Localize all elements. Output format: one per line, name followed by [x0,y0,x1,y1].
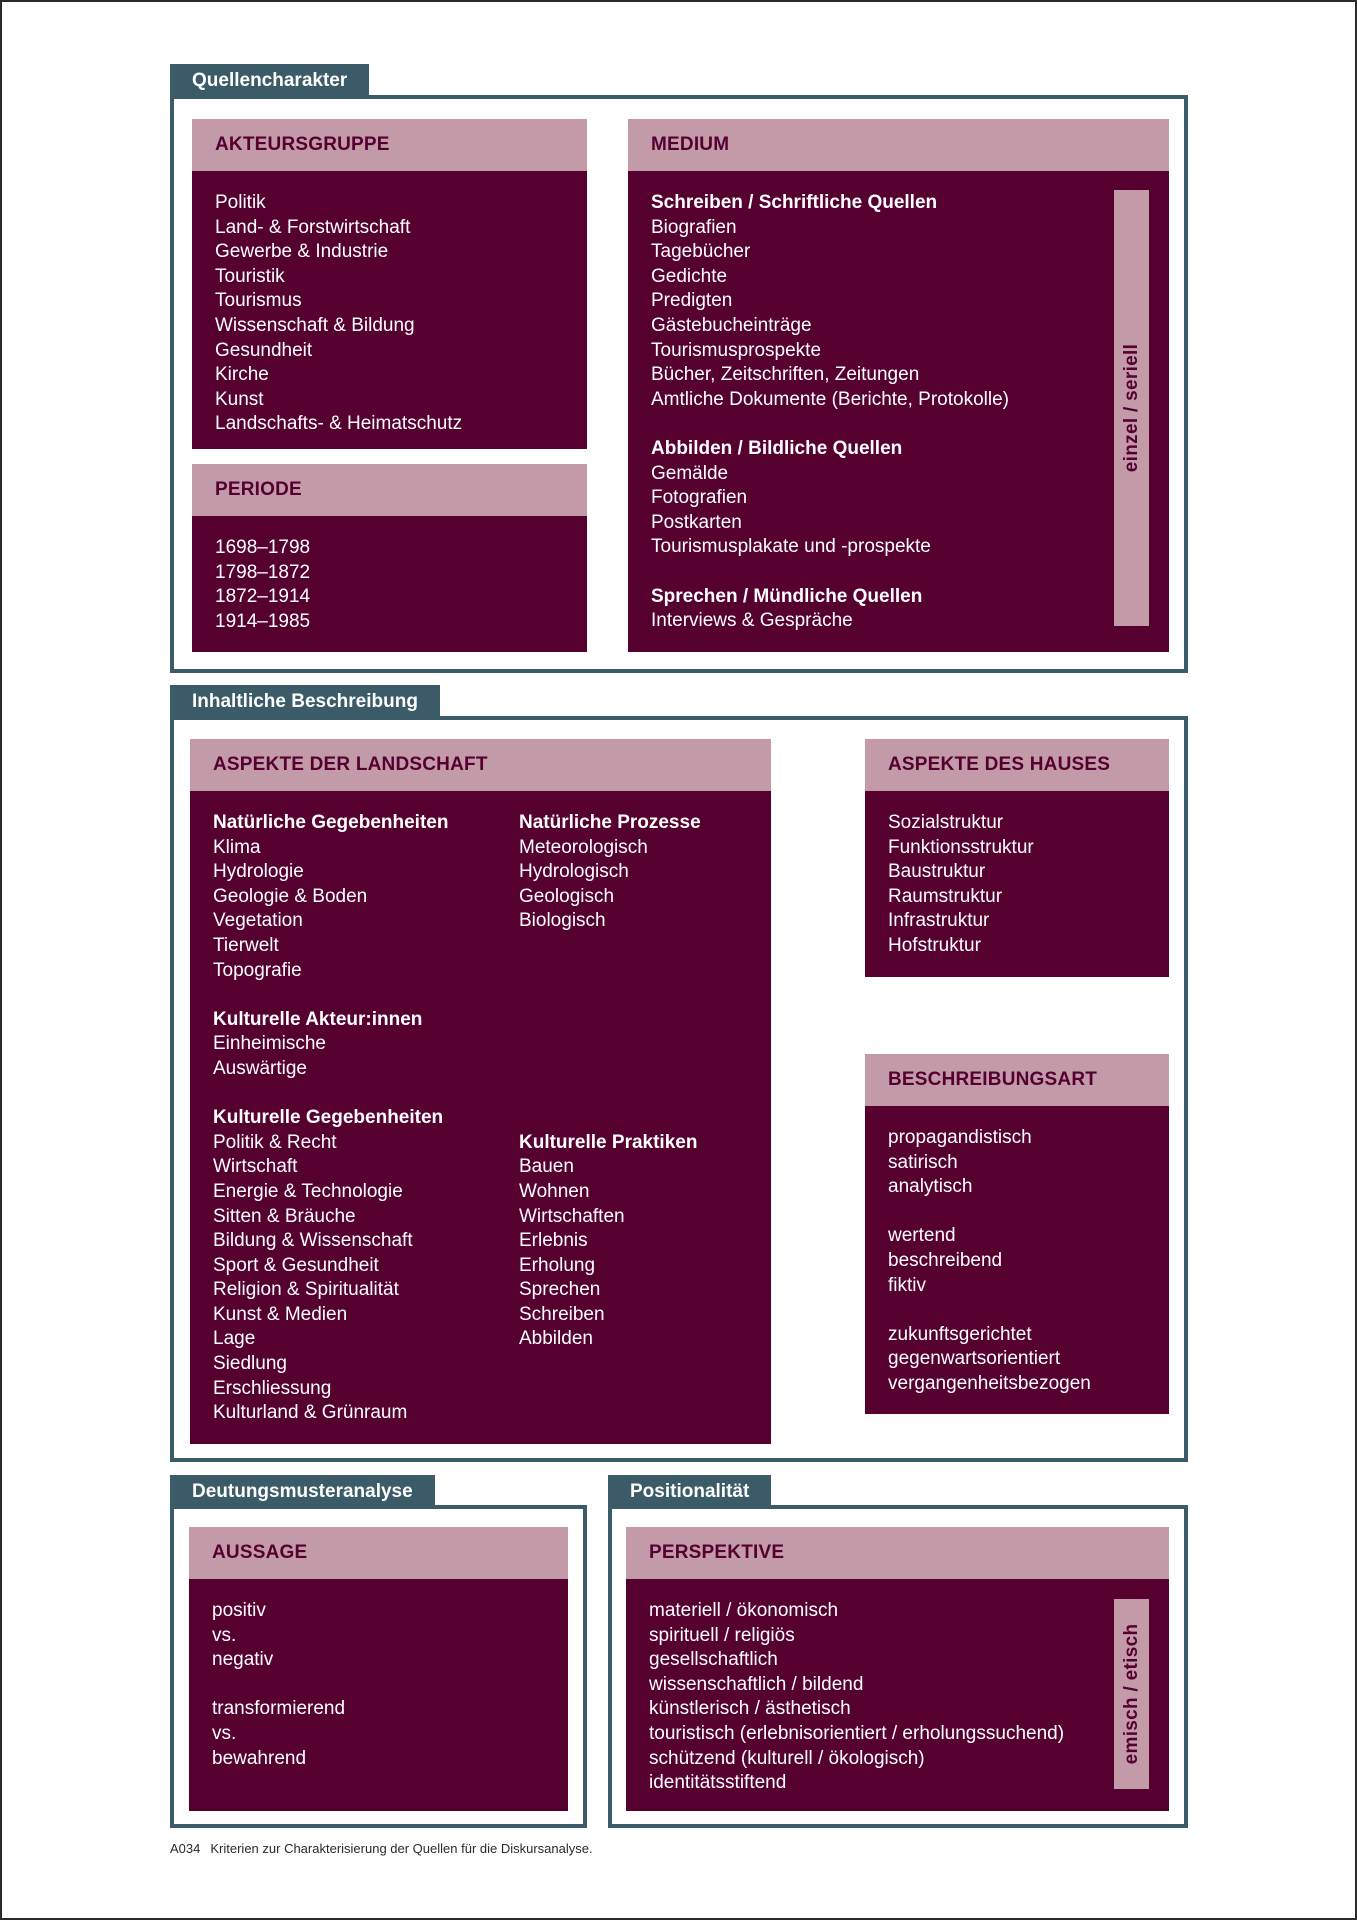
list-item: Interviews & Gespräche [651,610,853,632]
list-item: Kulturland & Grünraum [213,1402,408,1424]
list-item: Predigten [651,290,733,312]
periode-title: PERIODE [192,464,587,516]
inhaltliche-tab: Inhaltliche Beschreibung [170,685,440,719]
list-item: Kunst [215,388,264,410]
list-item: Bauen [519,1156,574,1178]
list-item: Raumstruktur [888,885,1003,907]
list-item: Religion & Spiritualität [213,1279,399,1301]
list-item: Hydrologisch [519,861,629,883]
group-heading: Sprechen / Mündliche Quellen [651,585,923,607]
perspektive-sidebar [1114,1599,1149,1789]
list-item: Erholung [519,1254,596,1276]
list-item: positiv [212,1600,266,1621]
list-item: Funktionsstruktur [888,836,1034,858]
list-item: identitätsstiftend [649,1772,787,1794]
list-item: vergangenheitsbezogen [888,1372,1091,1394]
list-item: gegenwartsorientiert [888,1348,1061,1370]
list-item: Klima [213,836,261,858]
beschreibungsart-list [865,1106,1169,1397]
list-item: zukunftsgerichtet [888,1323,1032,1345]
list-item: Sprechen [519,1279,601,1301]
list-item: Schreiben [519,1303,605,1325]
list-item: satirisch [888,1151,958,1173]
list-item: Auswärtige [213,1057,307,1079]
medium-list [628,171,1169,634]
periode-box [192,464,587,652]
list-item: touristisch (erlebnisorientiert / erholungssuchend) [649,1722,1065,1744]
list-item: Wohnen [519,1180,590,1202]
list-item: 1698–1798 [215,537,311,558]
list-item: 1914–1985 [215,610,311,632]
list-item: Energie & Technologie [213,1180,403,1202]
beschreibungsart-title: BESCHREIBUNGSART [865,1054,1169,1106]
list-item: Tourismusprospekte [651,339,822,361]
list-item: Hofstruktur [888,934,981,956]
list-item: wertend [888,1225,956,1247]
medium-sidebar-label: einzel / seriell [1120,343,1142,473]
list-item: gesellschaftlich [649,1649,778,1671]
landschaft-title: ASPEKTE DER LANDSCHAFT [190,739,771,791]
list-item: beschreibend [888,1249,1003,1271]
hauses-list [865,791,1169,959]
list-item: analytisch [888,1176,973,1198]
list-item: Tourismusplakate und -prospekte [651,536,931,558]
akteursgruppe-title: AKTEURSGRUPPE [192,119,587,171]
list-item: Erlebnis [519,1230,588,1252]
list-item: Postkarten [651,511,742,533]
list-item: spirituell / religiös [649,1624,795,1646]
list-item: Landschafts- & Heimatschutz [215,413,463,435]
list-item: Sozialstruktur [888,812,1004,833]
list-item: Abbilden [519,1328,593,1350]
group-heading: Abbilden / Bildliche Quellen [651,437,903,459]
quellencharakter-tab: Quellencharakter [170,64,369,98]
list-item: Sport & Gesundheit [213,1254,379,1276]
list-item: Fotografien [651,487,748,509]
akteursgruppe-list [192,171,587,437]
list-item: Hydrologie [213,861,304,883]
perspektive-title: PERSPEKTIVE [626,1527,1169,1579]
beschreibungsart-box [865,1054,1169,1414]
group-heading: Schreiben / Schriftliche Quellen [651,192,938,213]
list-item: Gesundheit [215,339,313,361]
list-item: Touristik [215,265,285,287]
aussage-box [189,1527,568,1811]
list-item: Sitten & Bräuche [213,1205,356,1227]
perspektive-list [626,1579,1169,1796]
akteursgruppe-box [192,119,587,449]
caption-code: A034 [170,1841,201,1856]
medium-box [628,119,1169,652]
list-item: Baustruktur [888,861,986,883]
list-item: Gästebucheinträge [651,314,812,336]
medium-title: MEDIUM [628,119,1169,171]
list-item: Erschliessung [213,1377,332,1399]
deutung-tab: Deutungsmusteranalyse [170,1475,435,1509]
aussage-title: AUSSAGE [189,1527,568,1579]
list-item: Bildung & Wissenschaft [213,1230,413,1252]
list-item: Siedlung [213,1353,287,1375]
list-item: Tagebücher [651,241,751,263]
list-item: Amtliche Dokumente (Berichte, Protokolle) [651,388,1009,410]
perspektive-sidebar-label: emisch / etisch [1120,1623,1142,1765]
list-item: Infrastruktur [888,910,990,932]
list-item: Topografie [213,959,302,981]
periode-list [192,516,587,634]
list-item: Kunst & Medien [213,1303,348,1325]
landschaft-box [190,739,771,1444]
hauses-title: ASPEKTE DES HAUSES [865,739,1169,791]
list-item: Biografien [651,216,737,238]
list-item: vs. [212,1722,237,1744]
medium-sidebar [1114,190,1149,626]
list-item: transformierend [212,1698,346,1720]
list-item: Meteorologisch [519,836,648,858]
list-item: Tourismus [215,290,302,312]
list-item: Wirtschaften [519,1205,625,1227]
caption-text: Kriterien zur Charakterisierung der Quellen für die Diskursanalyse. [210,1841,593,1856]
group-heading: Kulturelle Praktiken [519,1131,698,1153]
list-item: materiell / ökonomisch [649,1600,839,1621]
list-item: Politik & Recht [213,1131,337,1153]
list-item: negativ [212,1649,274,1671]
list-item: vs. [212,1624,237,1646]
perspektive-box [626,1527,1169,1811]
list-item: 1798–1872 [215,561,311,583]
list-item: Geologie & Boden [213,885,368,907]
list-item: Gemälde [651,462,729,484]
list-item: 1872–1914 [215,586,311,608]
group-heading: Kulturelle Akteur:innen [213,1008,423,1030]
hauses-box [865,739,1169,977]
group-heading: Natürliche Prozesse [519,812,701,833]
list-item: Land- & Forstwirtschaft [215,216,411,238]
group-heading: Natürliche Gegebenheiten [213,812,449,833]
list-item: Lage [213,1328,256,1350]
list-item: propagandistisch [888,1127,1032,1148]
list-item: Gewerbe & Industrie [215,241,389,263]
list-item: Politik [215,192,266,213]
list-item: Wirtschaft [213,1156,298,1178]
list-item: Tierwelt [213,934,279,956]
aussage-list [189,1579,568,1771]
list-item: fiktiv [888,1274,926,1296]
list-item: Geologisch [519,885,615,907]
list-item: künstlerisch / ästhetisch [649,1698,851,1720]
list-item: Kirche [215,364,269,386]
landschaft-col-right [519,811,701,1352]
group-heading: Kulturelle Gegebenheiten [213,1107,444,1129]
landschaft-col-left [213,811,448,1426]
list-item: Vegetation [213,910,303,932]
list-item: Wissenschaft & Bildung [215,314,415,336]
positionalitaet-tab: Positionalität [608,1475,771,1509]
list-item: Gedichte [651,265,728,287]
figure-caption [170,1841,593,1856]
list-item: Einheimische [213,1033,326,1055]
list-item: Bücher, Zeitschriften, Zeitungen [651,364,920,386]
list-item: wissenschaftlich / bildend [649,1673,864,1695]
list-item: bewahrend [212,1747,307,1769]
list-item: Biologisch [519,910,606,932]
list-item: schützend (kulturell / ökologisch) [649,1747,925,1769]
